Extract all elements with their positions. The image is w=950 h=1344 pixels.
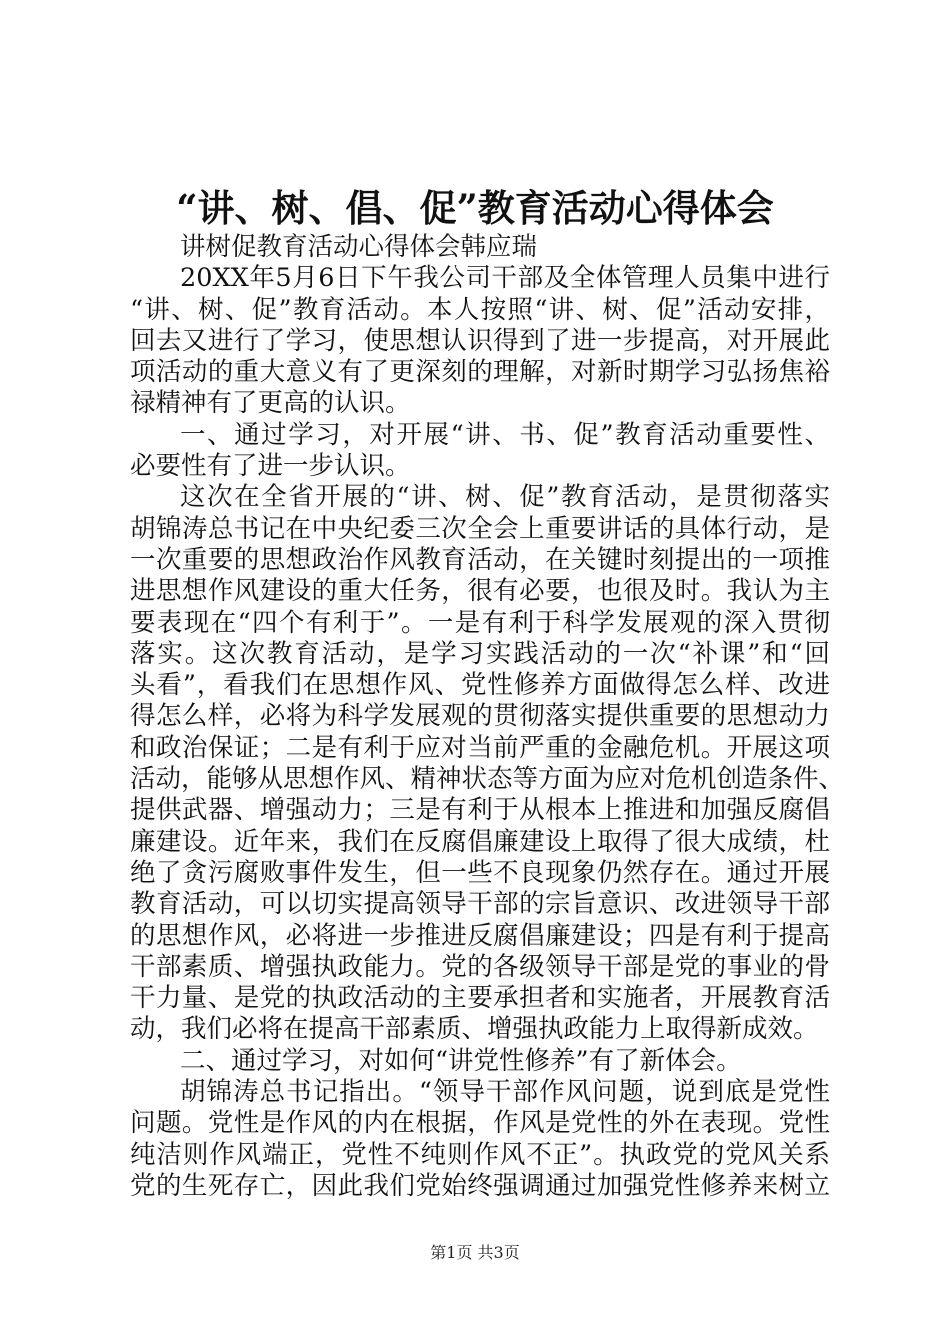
text-line: 胡锦涛总书记指出。“领导干部作风问题，说到底是党性 xyxy=(180,1077,830,1108)
text-line: 廉建设。近年来，我们在反腐倡廉建设上取得了很大成绩，杜 xyxy=(130,826,830,857)
text-line: 的思想作风，必将进一步推进反腐倡廉建设；四是有利于提高 xyxy=(130,920,830,951)
text-line: 干力量、是党的执政活动的主要承担者和实施者，开展教育活 xyxy=(130,983,830,1014)
text-line: 纯洁则作风端正，党性不纯则作风不正”。执政党的党风关系 xyxy=(130,1139,830,1170)
text-line: 绝了贪污腐败事件发生，但一些不良现象仍然存在。通过开展 xyxy=(130,857,830,888)
page-number-footer: 第1页 共3页 xyxy=(430,1243,520,1262)
text-line: 得怎么样，必将为科学发展观的贯彻落实提供重要的思想动力 xyxy=(130,701,830,732)
text-line: 动，我们必将在提高干部素质、增强执政能力上取得新成效。 xyxy=(130,1014,819,1045)
text-line: 进思想作风建设的重大任务，很有必要，也很及时。我认为主 xyxy=(130,576,830,607)
text-line: 问题。党性是作风的内在根据，作风是党性的外在表现。党性 xyxy=(130,1108,830,1139)
text-line: 回去又进行了学习，使思想认识得到了进一步提高，对开展此 xyxy=(130,325,830,356)
text-line: 党的生死存亡，因此我们党始终强调通过加强党性修养来树立 xyxy=(130,1170,830,1201)
text-line: 二、通过学习，对如何“讲党性修养”有了新体会。 xyxy=(180,1045,742,1076)
text-line: 胡锦涛总书记在中央纪委三次全会上重要讲话的具体行动，是 xyxy=(130,513,830,544)
text-line: 提供武器、增强动力；三是有利于从根本上推进和加强反腐倡 xyxy=(130,795,830,826)
text-line: 一次重要的思想政治作风教育活动，在关键时刻提出的一项推 xyxy=(130,544,830,575)
text-line: 讲树促教育活动心得体会韩应瑞 xyxy=(180,232,538,262)
text-line: 项活动的重大意义有了更深刻的理解，对新时期学习弘扬焦裕 xyxy=(130,357,830,388)
text-line: 禄精神有了更高的认识。 xyxy=(130,388,411,419)
text-line: 和政治保证；二是有利于应对当前严重的金融危机。开展这项 xyxy=(130,732,830,763)
text-line: 干部素质、增强执政能力。党的各级领导干部是党的事业的骨 xyxy=(130,951,830,982)
text-line: 落实。这次教育活动，是学习实践活动的一次“补课”和“回 xyxy=(130,638,830,669)
text-line: 要表现在“四个有利于”。一是有利于科学发展观的深入贯彻 xyxy=(130,607,830,638)
text-line: 教育活动，可以切实提高领导干部的宗旨意识、改进领导干部 xyxy=(130,889,830,920)
document-title: “讲、树、倡、促”教育活动心得体会 xyxy=(176,186,774,230)
text-line: “讲、树、促”教育活动。本人按照“讲、树、促”活动安排， xyxy=(130,294,830,325)
text-line: 头看”，看我们在思想作风、党性修养方面做得怎么样、改进 xyxy=(130,670,830,701)
text-line: 一、通过学习，对开展“讲、书、促”教育活动重要性、 xyxy=(180,419,830,450)
text-line: 必要性有了进一步认识。 xyxy=(130,451,411,482)
document-body xyxy=(130,232,845,1202)
text-line: 20XX年5月6日下午我公司干部及全体管理人员集中进行 xyxy=(180,263,830,294)
text-line: 这次在全省开展的“讲、树、促”教育活动，是贯彻落实 xyxy=(180,482,830,513)
text-line: 活动，能够从思想作风、精神状态等方面为应对危机创造条件、 xyxy=(130,764,845,795)
